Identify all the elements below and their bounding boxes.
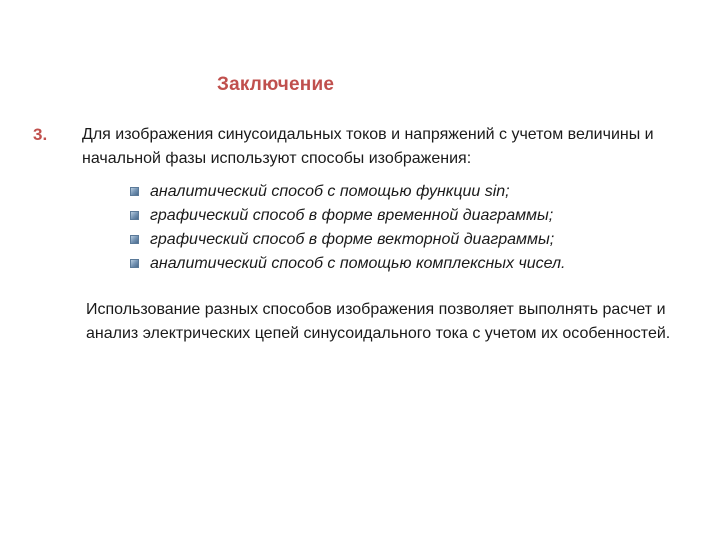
method-text: графический способ в форме временной диаграммы; xyxy=(150,207,554,224)
slide-title: Заключение xyxy=(217,74,335,95)
square-bullet-icon xyxy=(130,187,139,196)
square-bullet-icon xyxy=(130,235,139,244)
list-item xyxy=(128,204,566,228)
conclusion-paragraph: Использование разных способов изображения позволяет выполнять расчет и анализ электрических цепей синусоидального тока с учетом их особенностей. xyxy=(86,301,671,342)
method-text: аналитический способ с помощью функции sin; xyxy=(150,183,510,200)
method-text: графический способ в форме векторной диаграммы; xyxy=(150,231,555,248)
method-text: аналитический способ с помощью комплексных чисел. xyxy=(150,255,566,272)
square-bullet-icon xyxy=(130,259,139,268)
list-item xyxy=(128,180,566,204)
section-number: 3. xyxy=(33,125,48,144)
list-item xyxy=(128,228,566,252)
methods-list xyxy=(128,180,566,276)
list-item xyxy=(128,252,566,276)
intro-paragraph: Для изображения синусоидальных токов и напряжений с учетом величины и начальной фазы используют способы изображения: xyxy=(82,126,654,167)
square-bullet-icon xyxy=(130,211,139,220)
